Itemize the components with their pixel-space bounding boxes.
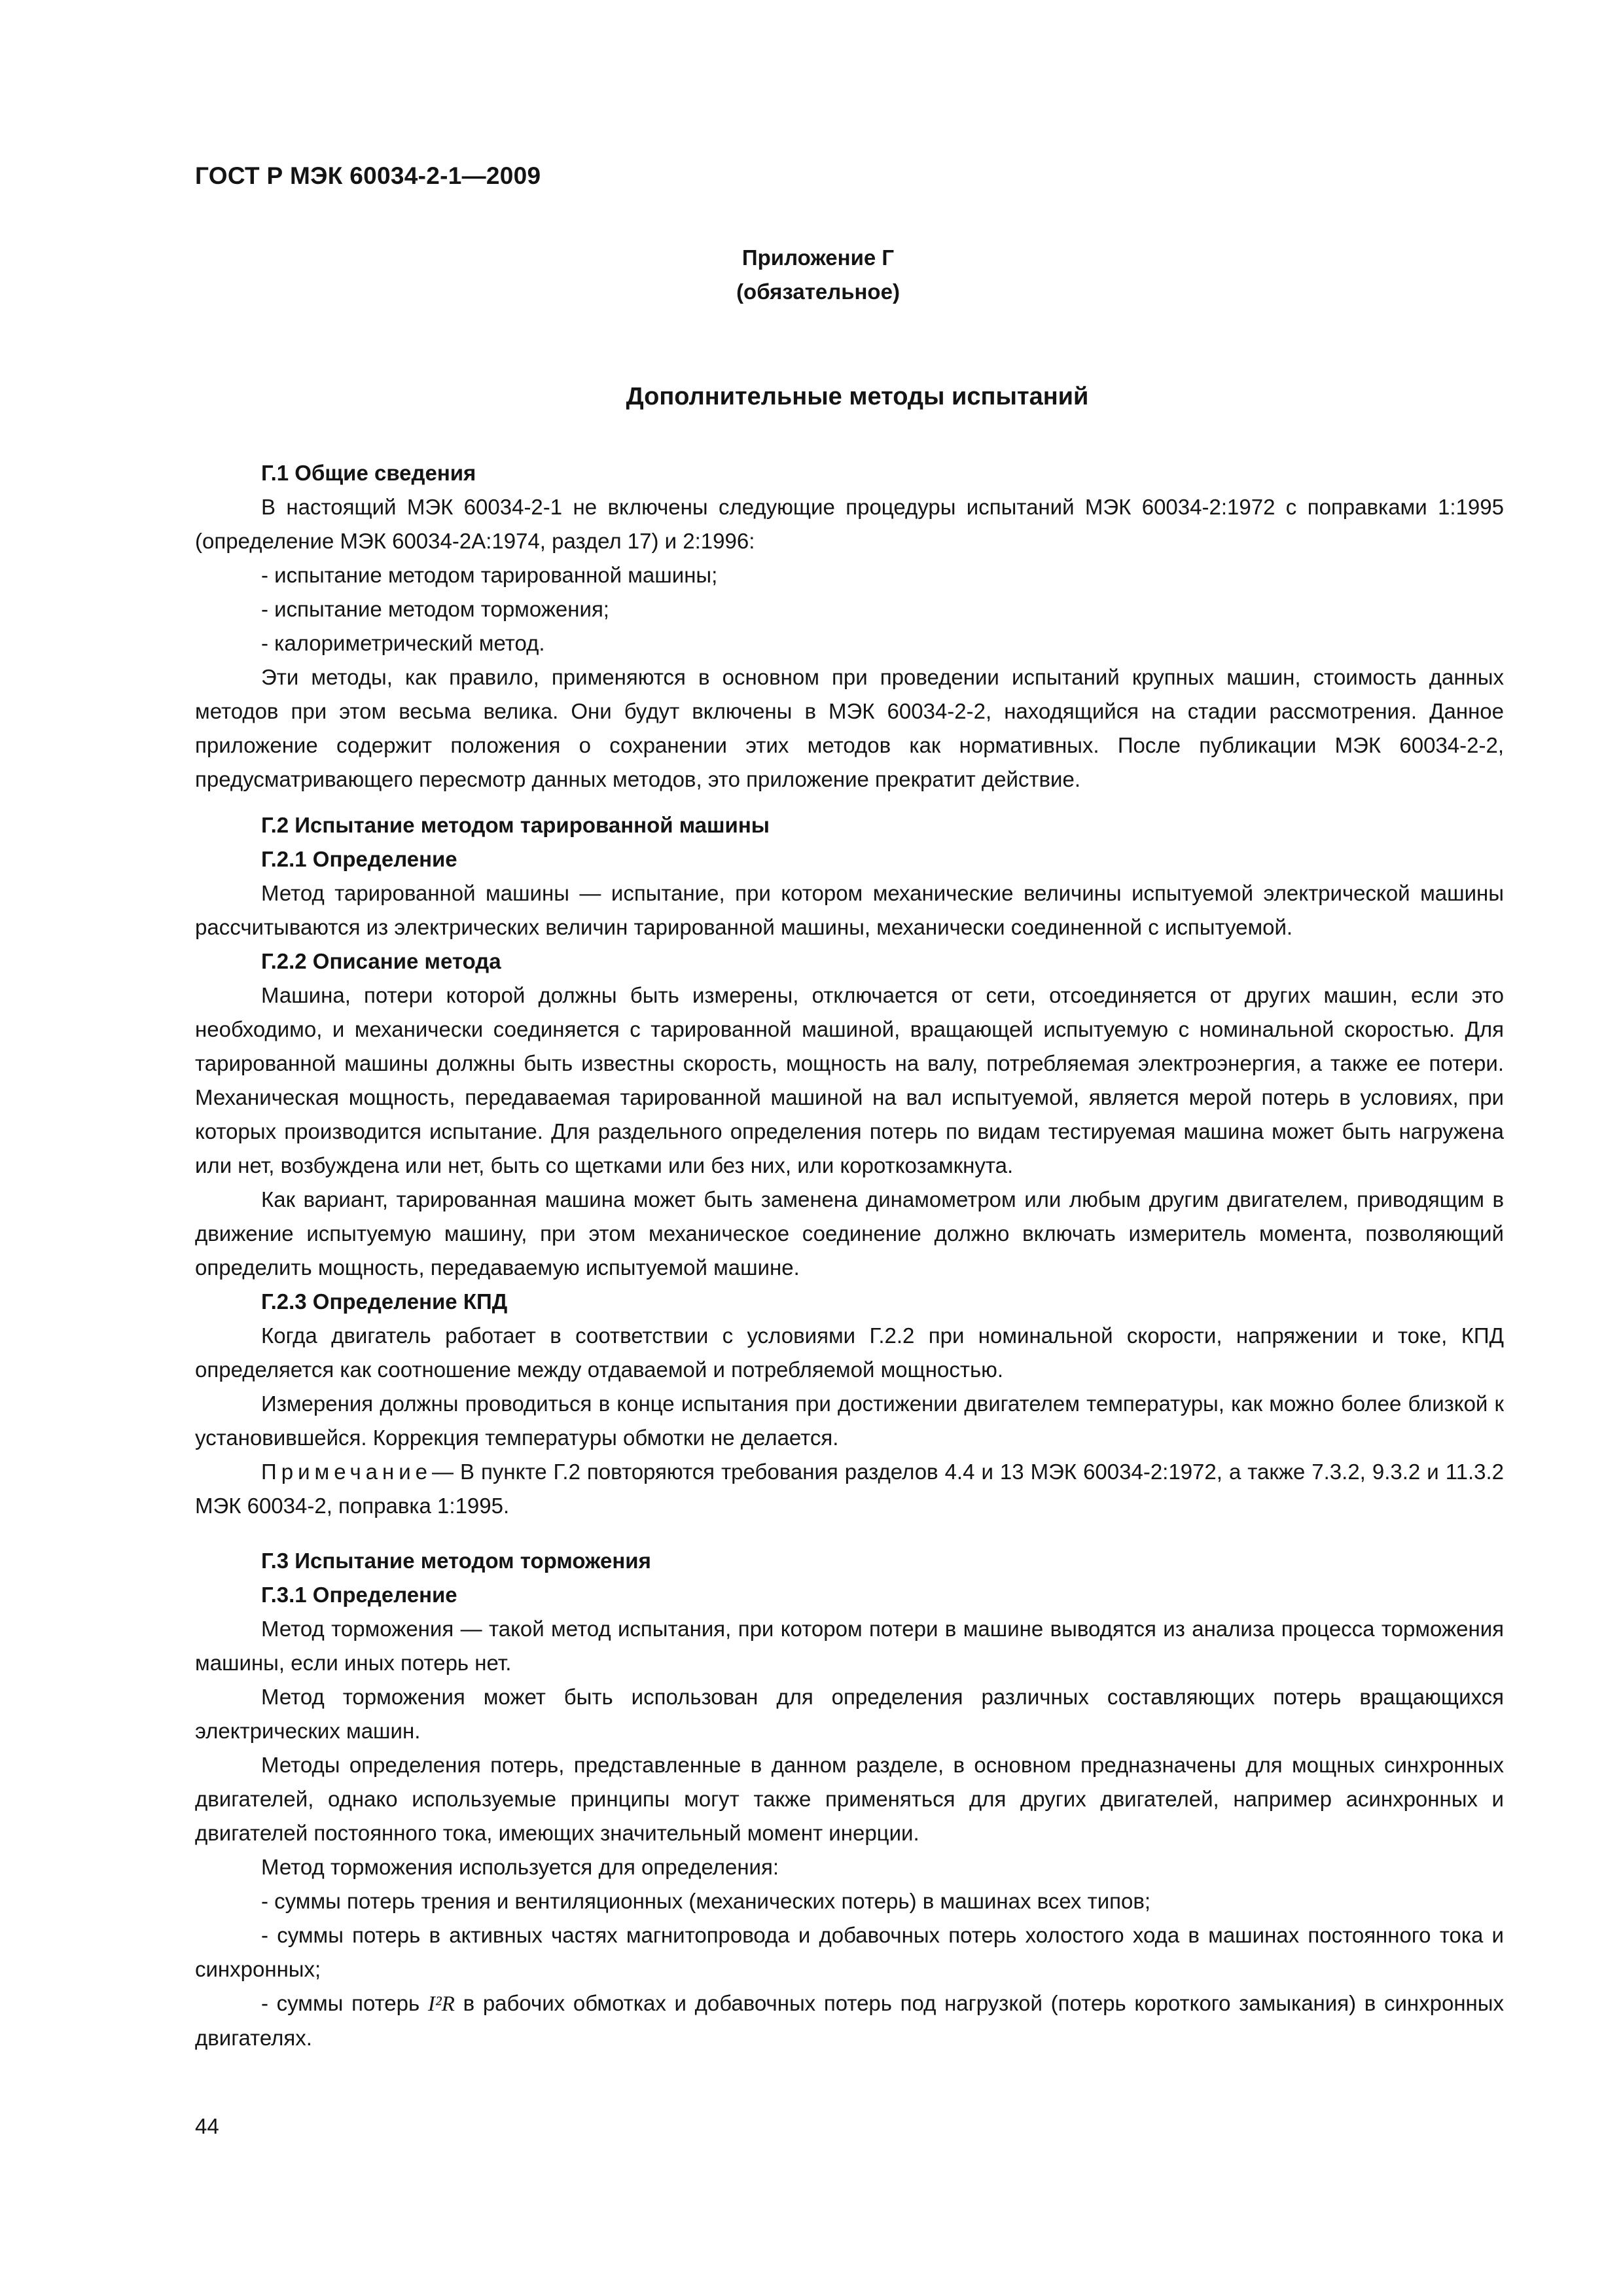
paragraph-g22-1: Машина, потери которой должны быть измерены, отключается от сети, отсоединяется от других машин, если это необходимо, и механически соединяется с тарированной машиной, вращающей испытуемую с номинальной скоростью. Для тарированной машины должны быть известны скорость, мощность на валу, потребляемая электроэнергия, а также ее потери. Механическая мощность, передаваемая тарированной машиной на вал испытуемой, является мерой потерь в условиях, при которых производится испытание. Для раздельного определения потерь по видам тестируемая машина может быть нагружена или нет, возбуждена или нет, быть со щетками или без них, или короткозамкнута. <box>195 983 1504 1177</box>
paragraph-g31-1: Метод торможения — такой метод испытания, при котором потери в машине выводятся из анализа процесса торможения машины, если иных потерь нет. <box>195 1617 1504 1675</box>
paragraph-g1-scope: Эти методы, как правило, применяются в основном при проведении испытаний крупных машин, стоимость данных методов при этом весьма велика. Они будут включены в МЭК 60034-2-2, находящийся на стадии рассмотрения. Данное приложение содержит положения о сохранении этих методов как нормативных. После публикации МЭК 60034-2-2, предусматривающего пересмотр данных методов, это приложение прекратит действие. <box>195 665 1504 791</box>
list-item: - калориметрический метод. <box>261 631 545 655</box>
document-body <box>195 456 1504 2055</box>
appendix-block <box>654 241 982 309</box>
appendix-title: Приложение Г <box>741 245 895 270</box>
paragraph-g23-2: Измерения должны проводиться в конце испытания при достижении двигателем температуры, как можно более близкой к установившейся. Коррекция температуры обмотки не делается. <box>195 1391 1504 1450</box>
subsection-heading-g21: Г.2.1 Определение <box>261 847 457 871</box>
list-item: - суммы потерь в активных частях магнитопровода и добавочных потерь холостого хода в машинах постоянного тока и синхронных; <box>195 1923 1504 1981</box>
paragraph-g21: Метод тарированной машины — испытание, при котором механические величины испытуемой электрической машины рассчитываются из электрических величин тарированной машины, механически соединенной с испытуемой. <box>195 881 1504 939</box>
list-item: - испытание методом торможения; <box>261 597 609 621</box>
list-item-suffix: в рабочих обмотках и добавочных потерь под нагрузкой (потерь короткого замыкания) в синхронных двигателях. <box>195 1991 1504 2050</box>
list-item-prefix: - суммы потерь <box>261 1991 428 2015</box>
note-text: — В пункте Г.2 повторяются требования разделов 4.4 и 13 МЭК 60034-2:1972, а также 7.3.2, 9.3.2 и 11.3.2 МЭК 60034-2, поправка 1:1995. <box>195 1460 1504 1518</box>
list-item: - испытание методом тарированной машины; <box>261 563 718 587</box>
subsection-heading-g23: Г.2.3 Определение КПД <box>261 1289 508 1314</box>
section-heading-g1: Г.1 Общие сведения <box>261 461 476 485</box>
formula: I²R <box>427 1992 455 2016</box>
paragraph-g31-3: Методы определения потерь, представленные в данном разделе, в основном предназначены для мощных синхронных двигателей, однако используемые принципы могут также применяться для других двигателей, например асинхронных и двигателей постоянного тока, имеющих значительный момент инерции. <box>195 1753 1504 1845</box>
list-item: - суммы потерь трения и вентиляционных (механических потерь) в машинах всех типов; <box>261 1889 1151 1913</box>
note <box>195 1455 1504 1523</box>
appendix-status: (обязательное) <box>736 279 900 304</box>
paragraph-g1-intro: В настоящий МЭК 60034-2-1 не включены следующие процедуры испытаний МЭК 60034-2:1972 с поправками 1:1995 (определение МЭК 60034-2А:1974, раздел 17) и 2:1996: <box>195 495 1504 553</box>
page-title: Дополнительные методы испытаний <box>626 383 1089 410</box>
page-number: 44 <box>195 2114 219 2138</box>
subsection-heading-g22: Г.2.2 Описание метода <box>261 949 501 973</box>
note-label: Примечание <box>261 1460 433 1484</box>
section-heading-g2: Г.2 Испытание методом тарированной машины <box>261 813 770 837</box>
list-item <box>195 1986 1504 2055</box>
paragraph-g22-2: Как вариант, тарированная машина может быть заменена динамометром или любым другим двигателем, приводящим в движение испытуемую машину, при этом механическое соединение должно включать измеритель момента, позволяющий определить мощность, передаваемую испытуемой машине. <box>195 1187 1504 1280</box>
section-heading-g3: Г.3 Испытание методом торможения <box>261 1549 651 1573</box>
subsection-heading-g31: Г.3.1 Определение <box>261 1583 457 1607</box>
paragraph-g31-4: Метод торможения используется для определения: <box>261 1855 779 1879</box>
paragraph-g23-1: Когда двигатель работает в соответствии с условиями Г.2.2 при номинальной скорости, напряжении и токе, КПД определяется как соотношение между отдаваемой и потребляемой мощностью. <box>195 1323 1504 1382</box>
paragraph-g31-2: Метод торможения может быть использован для определения различных составляющих потерь вращающихся электрических машин. <box>195 1685 1504 1743</box>
document-header: ГОСТ Р МЭК 60034-2-1—2009 <box>195 162 541 189</box>
